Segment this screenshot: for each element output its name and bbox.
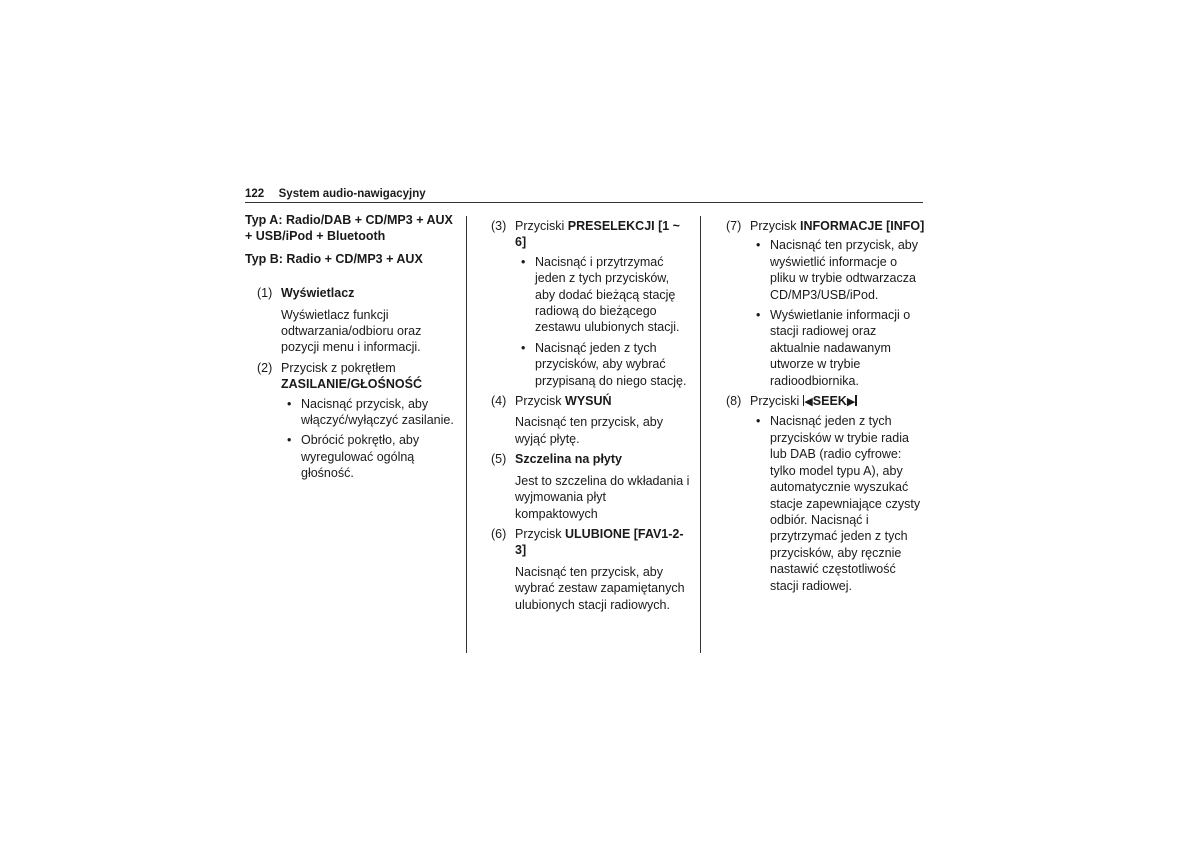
item-title-plain: Przycisk [750, 219, 797, 233]
item-3 [491, 218, 691, 251]
item-title: Szczelina na płyty [515, 452, 622, 467]
bullet-list [750, 413, 926, 593]
item-title-plain: Przycisk z pokrętłem [281, 360, 396, 375]
seek-next-icon: ▶ [846, 396, 856, 409]
item-title-bold: WYSUŃ [565, 394, 612, 409]
list-item: • Nacisnąć ten przycisk, aby wyświetlić informacje o pliku w trybie odtwarzacza CD/MP3/USB/iPod. [750, 237, 926, 303]
type-b-heading: Typ B: Radio + CD/MP3 + AUX [245, 251, 423, 266]
bullet-list [515, 254, 691, 389]
bullet-list [750, 237, 926, 389]
seek-title [803, 394, 857, 408]
item-number: (4) [491, 394, 507, 409]
item-number: (5) [491, 452, 507, 467]
item-title [750, 218, 926, 234]
item-title-bold: PRESELEKCJI [1 ~ 6] [515, 219, 680, 250]
item-number: (8) [726, 394, 742, 409]
item-number: (3) [491, 219, 507, 233]
item-1 [257, 285, 455, 301]
item-title-plain: Przyciski [750, 394, 800, 409]
item-list-1 [257, 285, 455, 481]
item-title [281, 360, 455, 393]
item-title [515, 526, 691, 559]
bullet-list [281, 396, 455, 482]
item-number: (7) [726, 219, 742, 233]
item-description: Wyświetlacz funkcji odtwarzania/odbioru oraz pozycji menu i informacji. [281, 307, 422, 355]
item-title-bold: INFORMACJE [INFO] [800, 219, 925, 233]
list-item: • Nacisnąć przycisk, aby włączyć/wyłączyć zasilanie. [281, 396, 455, 429]
item-title-bold: ZASILANIE/GŁOŚNOŚĆ [281, 377, 422, 392]
page-header [245, 184, 923, 203]
list-item: • Nacisnąć i przytrzymać jeden z tych przycisków, aby dodać bieżącą stację radiową do bieżącego zestawu ulubionych stacji. [515, 254, 691, 336]
column-1 [245, 212, 455, 486]
column-2 [491, 212, 691, 613]
item-number: (6) [491, 526, 507, 541]
list-item: • Wyświetlanie informacji o stacji radiowej oraz aktualnie nadawanym utworze w trybie radioodbiornika. [750, 307, 926, 389]
item-title-plain: Przycisk [515, 526, 562, 541]
page-number: 122 [245, 188, 265, 200]
item-5 [491, 451, 691, 467]
item-title-bold: ULUBIONE [FAV1-2-3] [515, 526, 684, 558]
list-item: • Nacisnąć jeden z tych przycisków w trybie radia lub DAB (radio cyfrowe: tylko model typu A), aby automatycznie wyszukać stacje zapewniające czysty odbiór. Nacisnąć i przytrzymać jeden z tych przycisków, aby ręcznie nastawić częstotliwość stacji radiowej. [750, 413, 926, 593]
item-title [750, 393, 926, 410]
item-title-plain: Przyciski [515, 219, 565, 233]
type-a-heading: Typ A: Radio/DAB + CD/MP3 + AUX + USB/iPod + Bluetooth [245, 213, 453, 244]
seek-previous-icon: ◀ [804, 396, 813, 409]
list-item: • Obrócić pokrętło, aby wyregulować ogólną głośność. [281, 432, 455, 481]
column-3 [726, 212, 926, 598]
item-title-bold: SEEK [812, 394, 847, 409]
item-title [515, 218, 691, 251]
item-title: Wyświetlacz [281, 286, 355, 301]
item-6 [491, 526, 691, 559]
item-7 [726, 218, 926, 234]
list-item: • Nacisnąć jeden z tych przycisków, aby wybrać przypisaną do niego stację. [515, 340, 691, 389]
item-description: Nacisnąć ten przycisk, aby wyjąć płytę. [515, 415, 663, 446]
item-description: Nacisnąć ten przycisk, aby wybrać zestaw zapamiętanych ulubionych stacji radiowych. [515, 564, 685, 612]
item-title-plain: Przycisk [515, 394, 562, 409]
item-2 [257, 360, 455, 393]
item-number: (2) [257, 360, 273, 375]
item-8 [726, 393, 926, 410]
item-description: Jest to szczelina do wkładania i wyjmowania płyt kompaktowych [515, 473, 690, 521]
item-title [515, 393, 691, 409]
chapter-title: System audio-nawigacyjny [278, 188, 426, 200]
seek-next-icon [855, 395, 857, 406]
item-number: (1) [257, 286, 273, 301]
column-divider [466, 216, 467, 653]
column-divider [700, 216, 701, 653]
item-4 [491, 393, 691, 409]
